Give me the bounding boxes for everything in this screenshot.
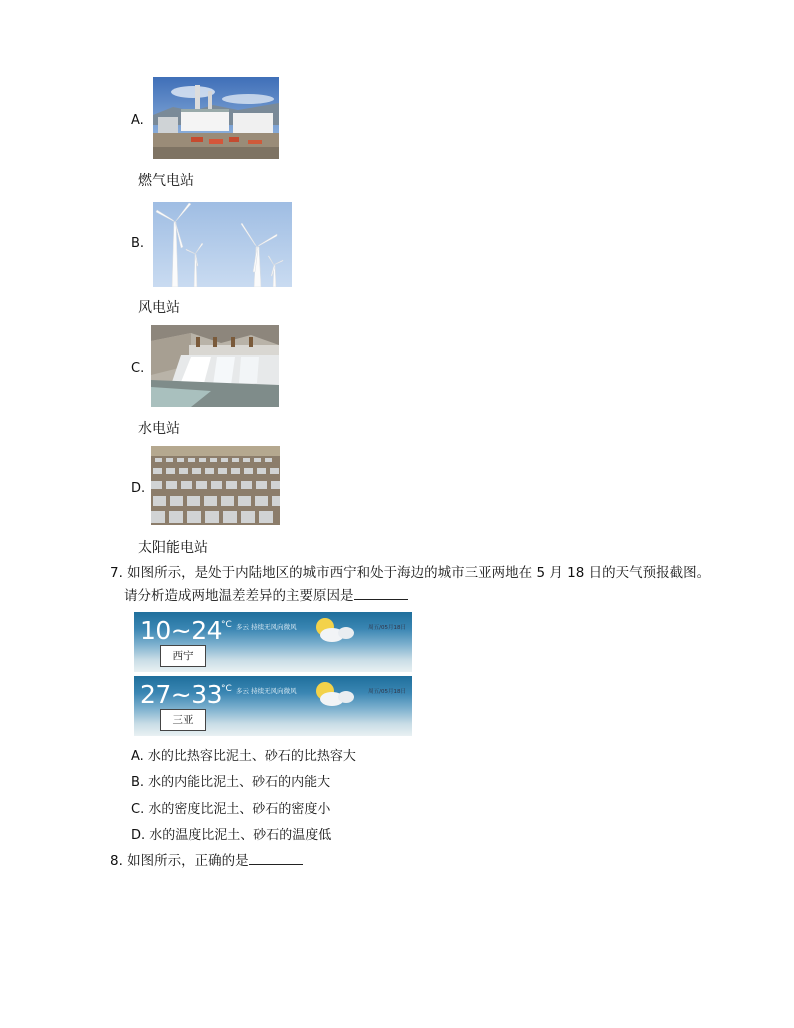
wind-turbines-photo — [153, 202, 292, 287]
answer-blank[interactable] — [249, 850, 303, 865]
weather-description: 多云 持续无风向微风 — [236, 687, 297, 695]
weather-description: 多云 持续无风向微风 — [236, 623, 297, 631]
question-7-prompt — [124, 585, 408, 606]
question-8-stem: 8. 如图所示，正确的是 — [110, 853, 249, 869]
weather-date: 周五/05月18日 — [368, 689, 406, 695]
partly-cloudy-icon — [308, 614, 358, 646]
option-c-letter: C. — [131, 361, 145, 376]
question-8 — [110, 850, 303, 871]
answer-blank[interactable] — [354, 585, 408, 600]
city-label: 西宁 — [160, 645, 206, 667]
weather-date: 周五/05月18日 — [368, 625, 406, 631]
question-7-stem: 7. 如图所示，是处于内陆地区的城市西宁和处于海边的城市三亚两地在 5 月 18 日的天气预报截图。 — [110, 565, 711, 581]
option-b-caption: 风电站 — [138, 300, 180, 316]
answer-option-b[interactable]: B. 水的内能比泥土、砂石的内能大 — [131, 775, 331, 790]
answer-option-d[interactable]: D. 水的温度比泥土、砂石的温度低 — [131, 828, 332, 843]
option-a-caption: 燃气电站 — [138, 173, 194, 189]
gas-power-station-photo — [153, 77, 279, 159]
question-7-prompt-text: 请分析造成两地温差差异的主要原因是 — [124, 588, 354, 604]
temperature-range: 27~33 — [140, 680, 223, 709]
solar-mirror-field-photo — [151, 446, 280, 525]
option-b-letter: B. — [131, 236, 145, 251]
hydro-dam-photo — [151, 325, 279, 407]
option-d-caption: 太阳能电站 — [138, 540, 208, 556]
city-label: 三亚 — [160, 709, 206, 731]
partly-cloudy-icon — [308, 678, 358, 710]
temperature-unit: °C — [221, 684, 232, 694]
option-d-letter: D. — [131, 481, 146, 496]
temperature-range: 10~24 — [140, 616, 223, 645]
answer-option-c[interactable]: C. 水的密度比泥土、砂石的密度小 — [131, 802, 331, 817]
option-a-letter: A. — [131, 113, 144, 128]
option-c-caption: 水电站 — [138, 421, 180, 437]
weather-card-sanya — [134, 676, 412, 736]
answer-option-a[interactable]: A. 水的比热容比泥土、砂石的比热容大 — [131, 749, 356, 764]
weather-card-xining — [134, 612, 412, 672]
temperature-unit: °C — [221, 620, 232, 630]
